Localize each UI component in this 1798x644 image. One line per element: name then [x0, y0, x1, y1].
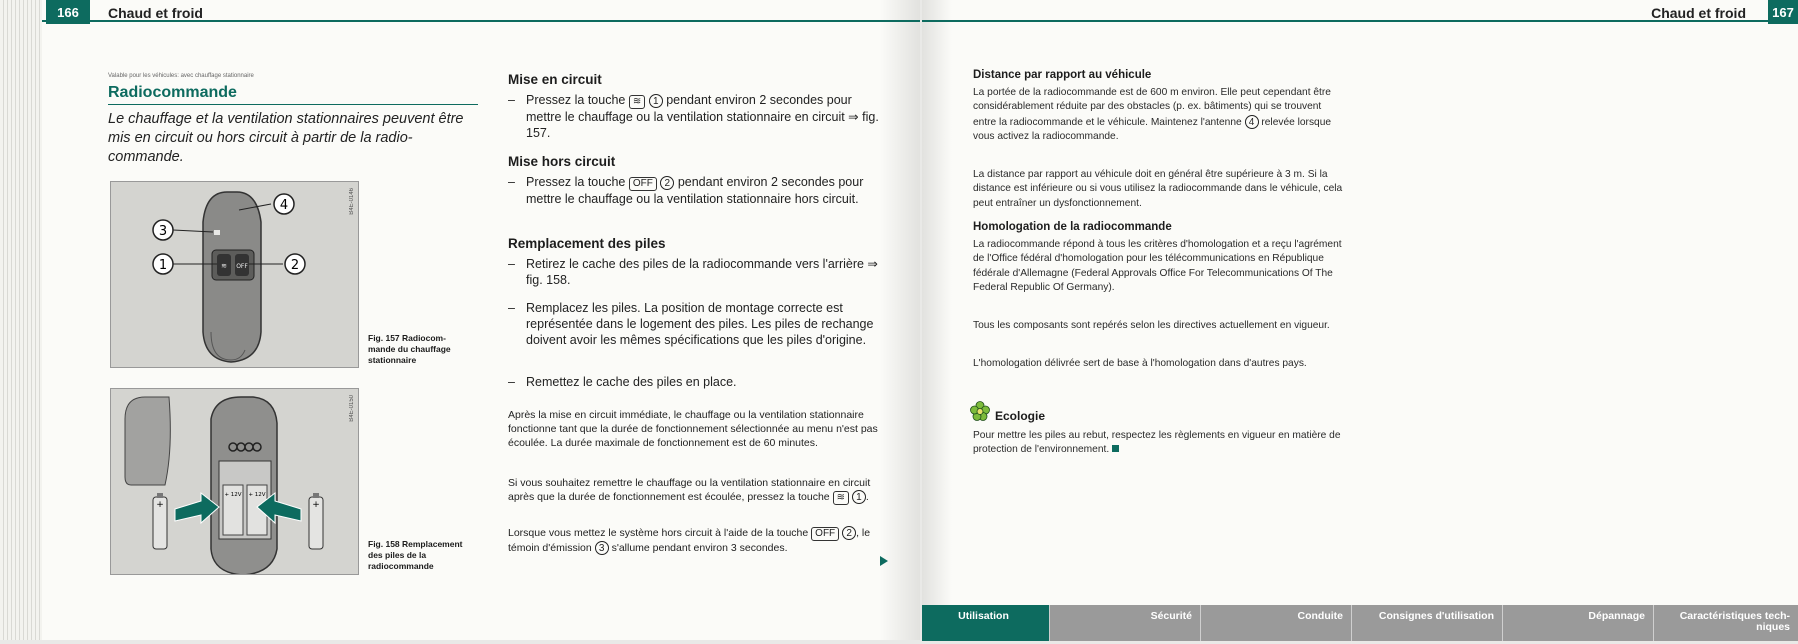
svg-text:+: + [312, 500, 320, 510]
mise-en-circuit-title: Mise en circuit [508, 72, 602, 87]
off-key: OFF [629, 177, 657, 191]
right-page [922, 0, 1798, 640]
svg-text:3: 3 [158, 224, 168, 239]
section-rule [108, 104, 478, 105]
distance-title: Distance par rapport au véhicule [973, 69, 1152, 81]
figure-battery-replacement [110, 388, 359, 575]
mise-en-circuit-step: – Pressez la touche ≋ 1 pendant environ 2 secondes pour mettre le chauffage ou la ventilation stationnaire en circuit ⇒ fig. 157. [508, 93, 879, 140]
section-title: Radiocommande [108, 84, 237, 101]
chapter-tabs [922, 605, 1798, 641]
page-number: 167 [1768, 0, 1798, 24]
mise-hors-circuit-step: – Pressez la touche OFF 2 pendant environ 2 secondes pour mettre le chauffage ou la ventilation stationnaire hors circuit. [508, 175, 864, 206]
figure-code: B4E-0146 [349, 188, 355, 215]
page-edges [0, 0, 42, 640]
tab-utilisation[interactable]: Utilisation [922, 605, 1049, 641]
remplacement-title: Remplacement des piles [508, 236, 666, 251]
tab-securite[interactable]: Sécurité [1049, 605, 1200, 641]
remote-control-illustration [111, 182, 359, 368]
tab-depannage[interactable]: Dépannage [1502, 605, 1653, 641]
heater-key-icon: ≋ [629, 95, 645, 109]
svg-text:+ 12V: + 12V [248, 492, 266, 498]
svg-text:+: + [156, 500, 164, 510]
tab-caracteristiques[interactable]: Caractéristiques techniques [1653, 605, 1798, 641]
svg-text:OFF: OFF [236, 263, 248, 270]
remplacement-step-1: – Retirez le cache des piles de la radiocommande vers l'arrière ⇒ fig. 158. [508, 257, 878, 287]
homologation-paragraph-3: L'homologation délivrée sert de base à l'homologation dans d'autres pays. [973, 358, 1307, 369]
svg-text:≋: ≋ [221, 262, 227, 270]
callout-1-ref: 1 [649, 94, 663, 108]
figure-remote-control [110, 181, 359, 368]
paragraph-off: Lorsque vous mettez le système hors circuit à l'aide de la touche OFF 2 , le témoin d'émission 3 s'allume pendant environ 3 secondes. [508, 527, 871, 554]
svg-text:4: 4 [279, 198, 289, 213]
svg-text:+ 12V: + 12V [224, 492, 242, 498]
distance-paragraph-1: La portée de la radiocommande est de 600 m environ. Elle peut cependant être considérablement réduite par des obstacles (p. ex. bâtiments) qui se trouvent entre la radiocommande et le véhicule. Maintenez l'antenne 4 relevée lorsque vous activez la radiocommande. [973, 87, 1332, 142]
mise-hors-circuit-title: Mise hors circuit [508, 154, 616, 169]
ecology-paragraph: Pour mettre les piles au rebut, respectez les règlements en vigueur en matière de protection de l'environnement. [973, 430, 1341, 456]
header-title: Chaud et froid [108, 5, 203, 21]
tab-conduite[interactable]: Conduite [1200, 605, 1351, 641]
end-of-section-icon [1112, 445, 1119, 452]
svg-text:2: 2 [290, 258, 300, 273]
intro-text: Le chauffage et la ventilation stationnaires peuvent être mis en circuit ou hors circuit à partir de la radiocommande. [108, 111, 464, 165]
figure-code: B4E-0150 [349, 395, 355, 422]
homologation-paragraph-2: Tous les composants sont repérés selon les directives actuellement en vigueur. [973, 320, 1330, 331]
ecology-flower-icon [970, 401, 990, 421]
paragraph-restart: Si vous souhaitez remettre le chauffage ou la ventilation stationnaire en circuit après que la durée de fonctionnement est écoulée, pressez la touche ≋ 1 . [508, 477, 871, 503]
ecology-title: Ecologie [995, 409, 1046, 423]
homologation-title: Homologation de la radiocommande [973, 221, 1172, 233]
homologation-paragraph-1: La radiocommande répond à tous les critères d'homologation et a reçu l'agrément de l'Office fédéral d'homologation pour les télécommunications en République fédérale d'Allemagne (Federal Approvals Office For Telecommunications Of The Federal Republic Of Germany). [973, 239, 1342, 293]
callout-4-ref: 4 [1245, 115, 1259, 129]
continue-arrow-icon [880, 556, 888, 566]
validity-note: Valable pour les véhicules: avec chauffage stationnaire [108, 73, 254, 79]
svg-text:1: 1 [158, 258, 168, 273]
remplacement-step-3: – Remettez le cache des piles en place. [508, 375, 737, 389]
header-title: Chaud et froid [1651, 5, 1746, 21]
page-number: 166 [46, 0, 90, 24]
tab-consignes[interactable]: Consignes d'utilisation [1351, 605, 1502, 641]
figure-157-caption: Fig. 157 Radiocommande du chauffage stationnaire [368, 333, 451, 365]
figure-158-caption: Fig. 158 Remplacement des piles de la radiocommande [368, 539, 463, 571]
battery-replacement-illustration [111, 389, 359, 575]
callout-2-ref: 2 [660, 176, 674, 190]
distance-paragraph-2: La distance par rapport au véhicule doit en général être supérieure à 3 m. Si la distance est inférieure ou si vous utilisez la radiocommande dans le véhicule, cela peut entraîner un dysfonctionnement. [973, 169, 1343, 209]
paragraph-duration: Après la mise en circuit immédiate, le chauffage ou la ventilation stationnaire fonctionne tant que la durée de fonctionnement sélectionnée au menu n'est pas écoulée. La durée maximale de fonctionnement est de 60 minutes. [508, 409, 878, 449]
heater-key-icon: ≋ [833, 491, 849, 505]
remplacement-step-2: – Remplacez les piles. La position de montage correcte est représentée dans le logement des piles. Les piles de rechange doivent avoir les mêmes spécifications que les piles d'origine. [508, 301, 874, 347]
